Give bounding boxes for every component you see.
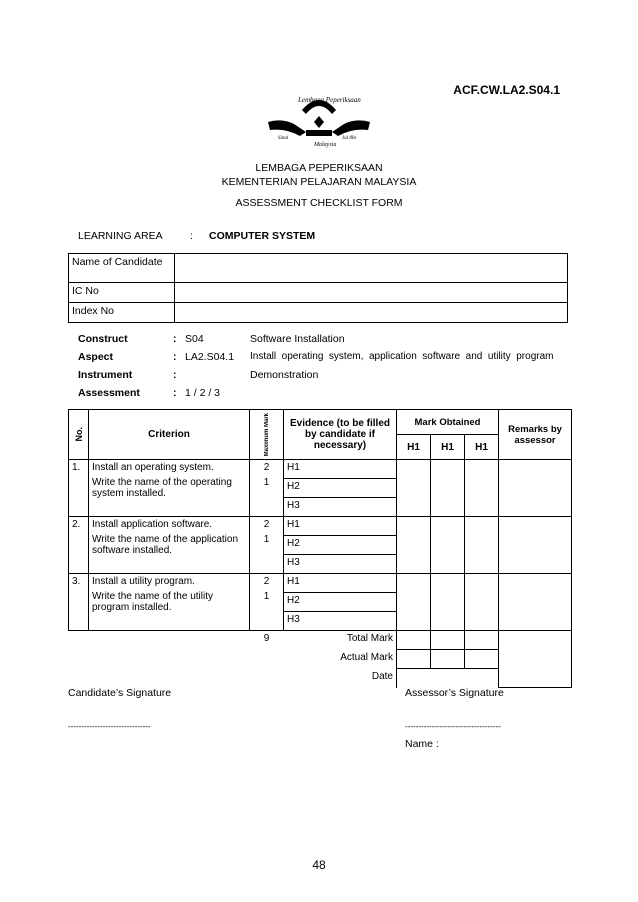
index-label: Index No (69, 303, 175, 323)
index-field[interactable] (175, 303, 568, 323)
max-mark-cell (250, 574, 284, 631)
date-cell[interactable] (397, 669, 499, 688)
actual-mark-cell[interactable] (465, 650, 499, 669)
col-evidence-header: Evidence (to be filled by candidate if necessary) (284, 410, 397, 460)
meta-label: Aspect (78, 351, 114, 363)
mark-cell[interactable] (431, 574, 465, 631)
row-number: 1. (69, 460, 89, 517)
main-mark: 2 (263, 462, 270, 473)
max-mark-cell (250, 517, 284, 574)
learning-area-value: COMPUTER SYSTEM (209, 230, 316, 242)
col-mark-obtained-header: Mark Obtained (397, 410, 499, 435)
total-mark-cell[interactable] (431, 631, 465, 650)
criterion-sub: Write the name of the application software installed. (92, 534, 239, 556)
col-remarks-header: Remarks by assessor (499, 410, 572, 460)
evidence-h3[interactable]: H3 (284, 498, 397, 517)
meta-label: Construct (78, 333, 128, 345)
meta-colon: : (173, 351, 177, 363)
meta-code: S04 (185, 333, 204, 345)
remarks-cell[interactable] (499, 517, 572, 574)
sub-mark: 1 (263, 534, 270, 545)
assessor-signature-label: Assessor’s Signature (405, 687, 504, 699)
learning-area-label: LEARNING AREA (78, 230, 163, 242)
main-mark: 2 (263, 576, 270, 587)
date-label: Date (371, 670, 393, 682)
sub-mark: 1 (263, 477, 270, 488)
criterion-cell (89, 574, 250, 631)
meta-code: LA2.S04.1 (185, 351, 235, 363)
name-label: Name of Candidate (69, 254, 175, 283)
actual-row (69, 650, 572, 669)
meta-desc: Install operating system, application software and utility program (250, 351, 554, 362)
evidence-h3[interactable]: H3 (284, 612, 397, 631)
meta-code: 1 / 2 / 3 (185, 387, 221, 399)
evidence-h1[interactable]: H1 (284, 517, 397, 536)
page-number: 48 (312, 858, 326, 872)
evidence-h1[interactable]: H1 (284, 460, 397, 479)
meta-colon: : (173, 369, 177, 381)
criterion-cell (89, 460, 250, 517)
main-mark: 2 (263, 519, 270, 530)
actual-mark-label: Actual Mark (340, 651, 393, 663)
evidence-h1[interactable]: H1 (284, 574, 397, 593)
mark-cell[interactable] (397, 460, 431, 517)
total-mark-label: Total Mark (346, 633, 393, 644)
actual-mark-cell[interactable] (397, 650, 431, 669)
logo-text-bottom: Malaysia (314, 142, 337, 148)
total-mark-cell[interactable] (465, 631, 499, 650)
mark-cell[interactable] (397, 574, 431, 631)
col-h1-header: H1 (431, 435, 465, 460)
col-max-mark-header: Maximum Mark (250, 410, 284, 460)
ic-field[interactable] (175, 283, 568, 303)
total-mark-cell[interactable] (397, 631, 431, 650)
col-h1-header: H1 (465, 435, 499, 460)
mark-cell[interactable] (397, 517, 431, 574)
actual-mark-cell[interactable] (431, 650, 465, 669)
criterion-main: Install an operating system. (92, 462, 214, 473)
table-row (69, 517, 572, 536)
row-number: 2. (69, 517, 89, 574)
evidence-h2[interactable]: H2 (284, 536, 397, 555)
logo-text-top: Lembaga Peperiksaan (298, 96, 361, 104)
col-h1-header: H1 (397, 435, 431, 460)
candidate-signature-line[interactable]: ------------------------------- (68, 722, 151, 731)
candidate-info-table (68, 253, 568, 323)
mark-cell[interactable] (431, 460, 465, 517)
row-number: 3. (69, 574, 89, 631)
total-row (69, 631, 572, 650)
meta-desc: Software Installation (250, 333, 345, 345)
mark-cell[interactable] (465, 574, 499, 631)
remarks-cell[interactable] (499, 574, 572, 631)
document-code: ACF.CW.LA2.S04.1 (453, 83, 560, 97)
meta-colon: : (173, 387, 177, 399)
header-line1: LEMBAGA PEPERIKSAAN (255, 162, 383, 174)
criterion-sub: Write the name of the utility program installed. (92, 591, 213, 613)
mark-cell[interactable] (465, 460, 499, 517)
candidate-signature-label: Candidate’s Signature (68, 687, 172, 699)
table-row (69, 460, 572, 479)
assessor-signature-line[interactable]: ------------------------------------ (405, 722, 501, 731)
evidence-h2[interactable]: H2 (284, 479, 397, 498)
meta-colon: : (173, 333, 177, 345)
name-field[interactable] (175, 254, 568, 283)
evidence-h2[interactable]: H2 (284, 593, 397, 612)
checklist-table (68, 409, 572, 688)
sub-mark: 1 (263, 591, 270, 602)
assessor-name-label: Name : (405, 738, 439, 750)
mark-cell[interactable] (465, 517, 499, 574)
remarks-total-cell[interactable] (499, 631, 572, 688)
mark-cell[interactable] (431, 517, 465, 574)
ic-label: IC No (69, 283, 175, 303)
learning-area-colon: : (190, 230, 193, 242)
criterion-cell (89, 517, 250, 574)
logo-text-right: Jul 80s (342, 136, 357, 141)
evidence-h3[interactable]: H3 (284, 555, 397, 574)
meta-desc: Demonstration (250, 369, 319, 381)
meta-label: Instrument (78, 369, 133, 381)
col-criterion-header: Criterion (89, 410, 250, 460)
criterion-main: Install a utility program. (92, 576, 195, 587)
table-row (69, 574, 572, 593)
meta-label: Assessment (78, 387, 140, 399)
date-row (69, 669, 572, 688)
remarks-cell[interactable] (499, 460, 572, 517)
logo-text-left: Sinal (278, 136, 289, 141)
criterion-sub: Write the name of the operating system installed. (92, 477, 232, 499)
criterion-main: Install application software. (92, 519, 213, 530)
col-no-header: No. (69, 410, 89, 460)
header-line2: KEMENTERIAN PELAJARAN MALAYSIA (221, 176, 417, 188)
lembaga-peperiksaan-logo (262, 92, 376, 148)
max-total: 9 (263, 633, 270, 644)
form-title: ASSESSMENT CHECKLIST FORM (235, 197, 403, 209)
max-mark-cell (250, 460, 284, 517)
